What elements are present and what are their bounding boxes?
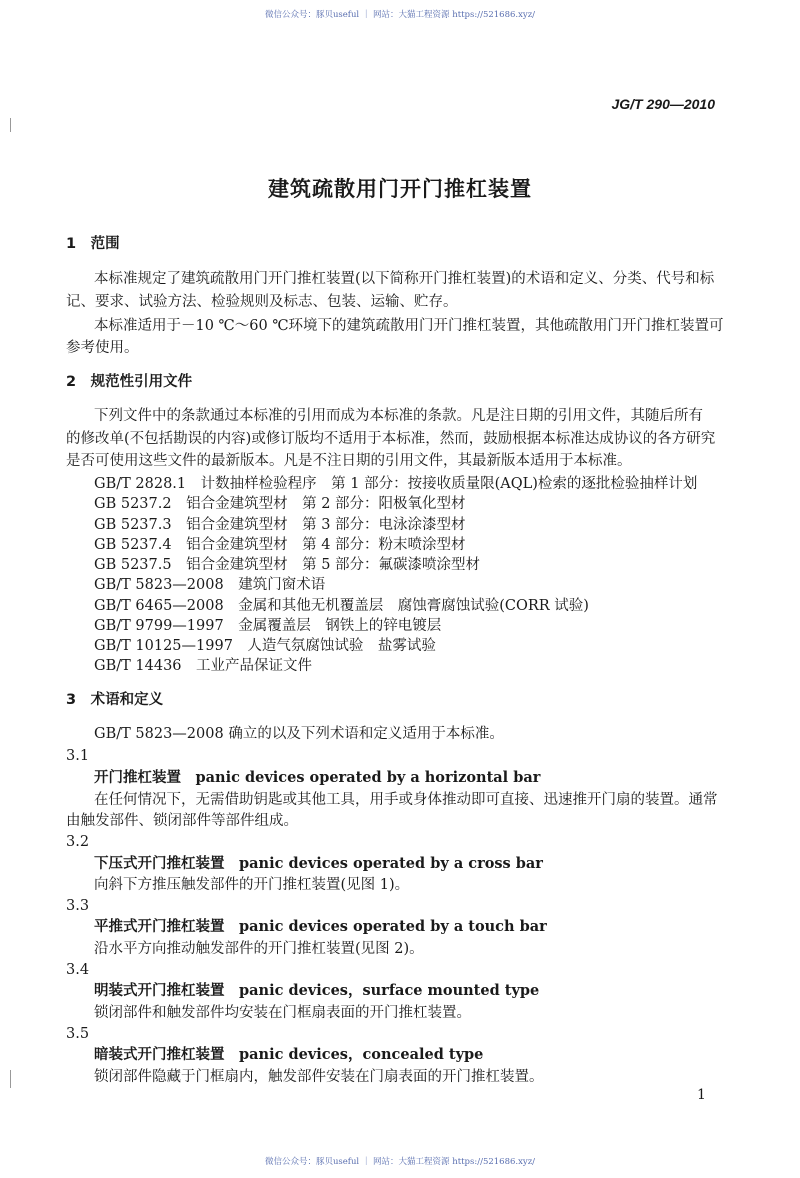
reference-item: GB 5237.2 铝合金建筑型材 第 2 部分：阳极氧化型材 (94, 496, 466, 512)
term-number: 3.1 (66, 748, 90, 764)
term-title: 下压式开门推杠装置 panic devices operated by a cross bar (94, 855, 543, 872)
paragraph-line: 下列文件中的条款通过本标准的引用而成为本标准的条款。凡是注日期的引用文件，其随后所有 (94, 408, 703, 424)
reference-item: GB/T 10125—1997 人造气氛腐蚀试验 盐雾试验 (94, 638, 436, 654)
term-title: 暗装式开门推杠装置 panic devices，concealed type (94, 1046, 484, 1063)
reference-item: GB/T 6465—2008 金属和其他无机覆盖层 腐蚀膏腐蚀试验(CORR 试验) (94, 598, 589, 614)
paragraph-line: GB/T 5823—2008 确立的以及下列术语和定义适用于本标准。 (94, 726, 504, 742)
term-number: 3.4 (66, 962, 90, 978)
page-number: 1 (697, 1087, 706, 1103)
term-number: 3.2 (66, 834, 90, 850)
watermark-bottom: 微信公众号：豚贝useful ｜ 网站：大猫工程资源 https://521686.xyz/ (264, 1157, 536, 1167)
section-heading: 3 术语和定义 (66, 692, 164, 708)
term-definition: 锁闭部件和触发部件均安装在门框扇表面的开门推杠装置。 (94, 1005, 471, 1021)
binding-mark (10, 1070, 11, 1088)
reference-item: GB 5237.3 铝合金建筑型材 第 3 部分：电泳涂漆型材 (94, 517, 466, 533)
reference-item: GB/T 2828.1 计数抽样检验程序 第 1 部分：按接收质量限(AQL)检索的逐批检验抽样计划 (94, 476, 698, 492)
term-definition: 在任何情况下，无需借助钥匙或其他工具，用手或身体推动即可直接、迅速推开门扇的装置。通常 (94, 792, 718, 808)
binding-mark (10, 118, 11, 132)
document-title: 建筑疏散用门开门推杠装置 (268, 177, 532, 201)
paragraph-line: 记、要求、试验方法、检验规则及标志、包装、运输、贮存。 (66, 294, 458, 310)
watermark-top: 微信公众号：豚贝useful ｜ 网站：大猫工程资源 https://521686.xyz/ (264, 10, 536, 20)
reference-item: GB 5237.4 铝合金建筑型材 第 4 部分：粉末喷涂型材 (94, 537, 466, 553)
reference-item: GB/T 5823—2008 建筑门窗术语 (94, 577, 326, 593)
section-heading: 1 范围 (66, 236, 120, 252)
paragraph-line: 是否可使用这些文件的最新版本。凡是不注日期的引用文件，其最新版本适用于本标准。 (66, 453, 632, 469)
reference-item: GB/T 9799—1997 金属覆盖层 钢铁上的锌电镀层 (94, 618, 442, 634)
reference-item: GB/T 14436 工业产品保证文件 (94, 658, 313, 674)
term-definition: 向斜下方推压触发部件的开门推杠装置(见图 1)。 (94, 877, 410, 893)
term-title: 平推式开门推杠装置 panic devices operated by a touch bar (94, 918, 547, 935)
term-title: 开门推杠装置 panic devices operated by a horizontal bar (94, 769, 541, 786)
term-number: 3.3 (66, 898, 90, 914)
term-definition: 锁闭部件隐藏于门框扇内，触发部件安装在门扇表面的开门推杠装置。 (94, 1069, 544, 1085)
term-number: 3.5 (66, 1026, 90, 1042)
term-title: 明装式开门推杠装置 panic devices，surface mounted type (94, 982, 540, 999)
term-definition: 由触发部件、锁闭部件等部件组成。 (66, 813, 298, 829)
term-definition: 沿水平方向推动触发部件的开门推杠装置(见图 2)。 (94, 941, 424, 957)
paragraph-line: 的修改单(不包括勘误的内容)或修订版均不适用于本标准，然而，鼓励根据本标准达成协议的各方研究 (66, 431, 716, 447)
paragraph-line: 本标准规定了建筑疏散用门开门推杠装置(以下简称开门推杠装置)的术语和定义、分类、代号和标 (94, 271, 715, 287)
paragraph-line: 参考使用。 (66, 340, 139, 356)
section-heading: 2 规范性引用文件 (66, 374, 193, 390)
paragraph-line: 本标准适用于－10 ℃～60 ℃环境下的建筑疏散用门开门推杠装置，其他疏散用门开门推杠装置可 (94, 318, 724, 334)
reference-item: GB 5237.5 铝合金建筑型材 第 5 部分：氟碳漆喷涂型材 (94, 557, 481, 573)
standard-code: JG/T 290—2010 (611, 96, 715, 112)
